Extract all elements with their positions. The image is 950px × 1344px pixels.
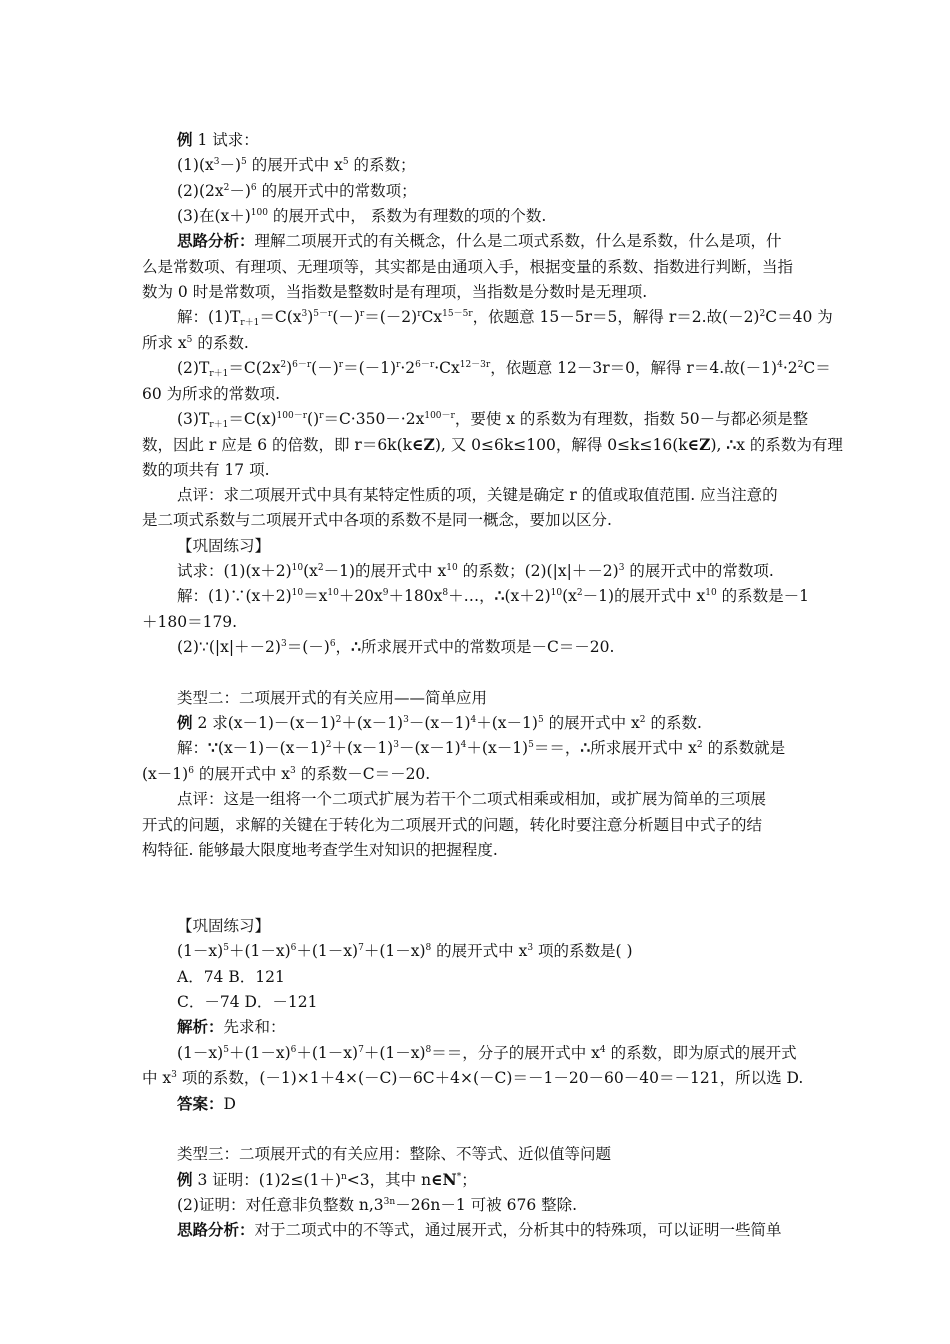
text-run: ＝C·350－·2x [323,410,425,428]
text-run: (1－x) [177,1044,224,1062]
superscript: 10 [446,563,458,573]
bold-label: ∴ [351,637,361,656]
text-run: 类型三：二项展开式的有关应用：整除、不等式、近似值等问题 [177,1145,612,1163]
text-run: ), 又 0≤6k≤100，解得 0≤k≤16(k [434,436,688,454]
superscript: 10 [705,588,717,598]
superscript: 2 [223,183,230,193]
text-run: ·2 [782,359,798,377]
text-run: (x－1)－(x－1) [217,739,326,757]
text-run: (1)(x [177,156,214,174]
text-line [177,561,812,581]
text-run: 解：(1)T [177,308,241,326]
superscript: 6 [250,183,257,193]
text-run: －(x－1) [408,714,471,732]
text-line [177,992,812,1012]
subscript: r＋1 [240,318,260,328]
text-run: ＋(1－x) [296,942,359,960]
superscript: 2 [576,588,583,598]
superscript: 3 [527,943,534,953]
text-run: 类型二：二项展开式的有关应用——简单应用 [177,689,488,707]
text-run: 1 试求： [192,131,259,149]
superscript: * [456,1172,462,1182]
text-line [177,637,812,657]
text-line [142,460,812,480]
text-line [177,941,812,961]
superscript: 3 [301,309,308,319]
text-run: 的系数是－1 [716,587,809,605]
text-run: ＋180＝179. [142,613,238,631]
text-line [177,688,812,708]
text-run: 数，因此 r 应是 6 的倍数，即 r＝6k(k [142,436,413,454]
superscript: n [341,1172,347,1182]
superscript: 10 [291,563,304,573]
superscript: 2 [639,715,646,725]
text-run: C＝40 为 [765,308,833,326]
superscript: 3 [290,766,296,776]
bold-label: ∈Z [687,435,711,454]
superscript: 3 [393,740,399,750]
superscript: 4 [777,360,783,370]
text-run: (－) [332,308,360,326]
text-line [142,612,812,632]
superscript: 9 [382,588,389,598]
superscript: 8 [425,1045,432,1055]
superscript: 5 [223,943,229,953]
text-run: Cx [421,308,443,326]
bold-label: 思路分析： [177,1220,255,1239]
text-line [177,967,812,987]
superscript: 10 [550,588,563,598]
bold-label: ∈Z [412,435,435,454]
text-run: 数的项共有 17 项. [142,461,270,479]
text-run: 【巩固练习】 [177,537,271,555]
superscript: 100－r [276,411,308,421]
text-run: ＋(x－1) [466,739,529,757]
text-run: (2)T [177,359,210,377]
text-run: (3)在(x＋) [177,207,251,225]
text-line [177,789,812,809]
bold-label: ∵ [208,738,218,757]
text-run: (1－x) [177,942,224,960]
text-run: 的系数，即为原式的展开式 [605,1044,797,1062]
bold-label: 答案： [177,1094,224,1113]
text-run: ), [710,436,727,454]
text-run: (x [562,587,577,605]
text-line [177,1094,812,1114]
text-run: ＝(－1) [343,359,397,377]
text-run: 试求：(1)(x＋2) [177,562,292,580]
text-run: ＝C(x) [228,410,277,428]
text-run: ＋…， [448,587,495,605]
text-run: ＋(1－x) [363,942,426,960]
superscript: 2 [696,740,703,750]
text-line [177,409,812,429]
text-run: 所求展开式中的常数项是－C＝－20. [360,638,615,656]
text-run: 的系数. [192,334,249,352]
text-run: ＝C(2x [228,359,281,377]
text-run: ，依题意 12－3r＝0，解得 r＝4.故(－1) [490,359,778,377]
superscript: 2 [335,715,342,725]
text-run: 开式的问题，求解的关键在于转化为二项展开式的问题，转化时要注意分析题目中式子的结 [142,816,763,834]
text-run: ＋(x－1) [476,714,538,732]
text-run: ＝＝，分子的展开式中 x [431,1044,600,1062]
text-run: ＝x [303,587,328,605]
superscript: 3 [280,639,287,649]
superscript: 3 [213,157,220,167]
text-line [177,916,812,936]
superscript: 8 [442,588,449,598]
text-run: ·Cx [434,359,460,377]
text-run: C．－74 D．－121 [177,993,318,1011]
superscript: 5 [537,715,544,725]
text-line [177,130,812,150]
text-line [177,485,812,505]
text-run: ＝(－2) [364,308,418,326]
text-line [177,307,833,328]
text-run: 的系数－C＝－20. [295,765,431,783]
text-run: 60 为所求的常数项. [142,385,281,403]
text-line [177,1144,812,1164]
text-line [142,764,812,784]
superscript: 7 [358,1045,364,1055]
text-line [177,1220,812,1240]
text-line [177,358,831,379]
superscript: 8 [425,943,432,953]
text-run: ·2 [400,359,416,377]
text-run: －26n－1 可被 676 整除. [395,1196,578,1214]
text-run: 对于二项式中的不等式，通过展开式，分析其中的特殊项，可以证明一些简单 [254,1221,782,1239]
text-run: 【巩固练习】 [177,917,271,935]
text-run: (2)证明：对任意非负整数 n,3 [177,1196,384,1214]
text-run: (2)∵(|x|＋－2) [177,638,281,656]
text-run: ＋(x－1) [341,714,404,732]
text-line [177,586,812,606]
superscript: 3 [403,715,409,725]
text-run: 所求展开式中 x [590,739,697,757]
superscript: 5 [186,335,193,345]
text-line [142,510,812,530]
bold-label: ∈N [431,1170,457,1189]
superscript: 6－r [415,360,435,370]
text-run: 项的系数是( ) [533,942,633,960]
text-run: 点评：这是一组将一个二项式扩展为若干个二项式相乘或相加，或扩展为简单的三项展 [177,790,767,808]
text-run: (x＋2) [504,587,551,605]
text-line [177,1017,812,1037]
text-line [142,282,812,302]
text-run: ＝(－) [286,638,330,656]
text-run: 的展开式中 x [431,942,528,960]
superscript: 4 [470,715,477,725]
text-line [177,536,812,556]
superscript: 2 [325,740,332,750]
text-run: 的展开式中的常数项； [256,182,417,200]
text-run: ) [307,308,314,326]
text-run: 的系数就是 [702,739,786,757]
text-run: ＝C(x [259,308,302,326]
text-line [142,435,843,455]
text-run: 解： [177,739,209,757]
text-run: x 的系数为有理 [736,436,843,454]
text-run: 的展开式中 x [193,765,291,783]
superscript: 12－3r [459,360,491,370]
superscript: 5 [223,1045,229,1055]
text-run: －(x－1) [398,739,461,757]
text-run: 数为 0 时是常数项，当指数是整数时是有理项，当指数是分数时是无理项. [142,283,648,301]
text-run: 的展开式中 x [246,156,343,174]
superscript: 5 [528,740,534,750]
superscript: 3n [383,1197,396,1207]
text-run: 所求 x [142,334,187,352]
text-run: (x [303,562,318,580]
text-run: 构特征. 能够最大限度地考查学生对知识的把握程度. [142,841,498,859]
text-line [177,181,812,201]
text-run: 点评：求二项展开式中具有某特定性质的项，关键是确定 r 的值或取值范围. 应当注意的 [177,486,778,504]
text-line [177,1170,812,1190]
superscript: 2 [797,360,804,370]
text-run: 的展开式中的常数项. [624,562,774,580]
superscript: 15－5r [442,309,473,319]
text-line [177,206,812,226]
superscript: 100－r [424,411,455,421]
text-run: ，要使 x 的系数为有理数，指数 50－与都必须是整 [454,410,809,428]
text-line [177,155,812,175]
text-line [177,713,812,733]
subscript: r＋1 [209,420,229,430]
text-line [177,1043,812,1063]
text-run: ， [335,638,352,656]
text-line [142,840,812,860]
superscript: r [359,309,365,319]
superscript: 6－r [292,360,312,370]
text-run: ＋(1－x) [296,1044,359,1062]
text-run: 理解二项展开式的有关概念，什么是二项式系数，什么是系数，什么是项，什 [254,232,782,250]
bold-label: 例 [177,1170,193,1189]
text-run: () [307,410,320,428]
text-run: C＝ [803,359,831,377]
text-run: <3，其中 n [346,1171,432,1189]
text-line [177,1195,812,1215]
text-line [142,333,812,353]
superscript: 5－r [313,309,333,319]
text-run: －1)的展开式中 x [582,587,706,605]
text-run: (x－1) [142,765,189,783]
text-run: 么是常数项、有理项、无理项等，其实都是由通项入手，根据变量的系数、指数进行判断，当指 [142,258,794,276]
superscript: 6 [329,639,336,649]
superscript: 2 [759,309,766,319]
text-run: －) [219,156,242,174]
bold-label: 思路分析： [177,231,255,250]
superscript: 3 [171,1070,177,1080]
text-run: －1)的展开式中 x [323,562,447,580]
subscript: r＋1 [209,369,229,379]
text-run: 解：(1)∵(x＋2) [177,587,292,605]
text-line [142,257,812,277]
text-run: 的展开式中 x [543,714,640,732]
text-run: ＋(1－x) [363,1044,426,1062]
text-run: ； [461,1171,477,1189]
text-run: A．74 B．121 [177,968,285,986]
superscript: 5 [342,157,349,167]
superscript: 6 [290,943,297,953]
text-run: ＋180x [388,587,443,605]
text-run: －) [229,182,251,200]
superscript: r [417,309,422,319]
text-run: ＋(1－x) [228,1044,291,1062]
text-run: (3)T [177,410,210,428]
bold-label: ∴ [580,738,591,757]
superscript: 10 [327,588,339,598]
superscript: 7 [358,943,364,953]
text-line [142,815,812,835]
superscript: 4 [460,740,467,750]
superscript: 3 [618,563,625,573]
text-run: ＋20x [338,587,383,605]
text-run: (－) [311,359,339,377]
superscript: r [338,360,344,370]
text-run: 的系数；(2)(|x|＋－2) [457,562,619,580]
bold-label: ∴ [726,435,737,454]
text-run: 中 x [142,1069,172,1087]
text-run: 的系数； [348,156,416,174]
text-run: ) [286,359,293,377]
text-run: D [223,1095,236,1113]
text-run: ＋(1－x) [228,942,291,960]
text-run: 是二项式系数与二项展开式中各项的系数不是同一概念，要加以区分. [142,511,612,529]
bold-label: 例 [177,130,193,149]
bold-label: ∴ [494,586,505,605]
superscript: 4 [599,1045,606,1055]
superscript: 100 [250,208,268,218]
bold-label: 例 [177,713,193,732]
text-line [142,384,812,404]
text-run: (2)(2x [177,182,224,200]
text-run: 项的系数，(－1)×1＋4×(－C)－6C＋4×(－C)＝－1－20－60－40＝－121，所以选 D. [176,1069,804,1087]
text-line [177,231,812,251]
text-run: ＝＝， [533,739,581,757]
text-run: 先求和： [223,1018,286,1036]
superscript: 10 [291,588,304,598]
bold-label: 解析： [177,1017,224,1036]
text-run: ＋(x－1) [331,739,394,757]
text-run: 的展开式中， 系数为有理数的项的个数. [267,207,547,225]
text-run: 2 求(x－1)－(x－1) [192,714,336,732]
text-line [142,1068,812,1088]
text-run: 3 证明：(1)2≤(1＋) [192,1171,341,1189]
superscript: r [396,360,401,370]
superscript: 6 [290,1045,297,1055]
superscript: 2 [280,360,287,370]
text-run: 的系数. [645,714,702,732]
superscript: 2 [317,563,324,573]
superscript: 6 [188,766,194,776]
superscript: 5 [241,157,247,167]
text-run: ，依题意 15－5r＝5，解得 r＝2.故(－2) [472,308,760,326]
text-line [177,738,812,758]
superscript: r [319,411,324,421]
